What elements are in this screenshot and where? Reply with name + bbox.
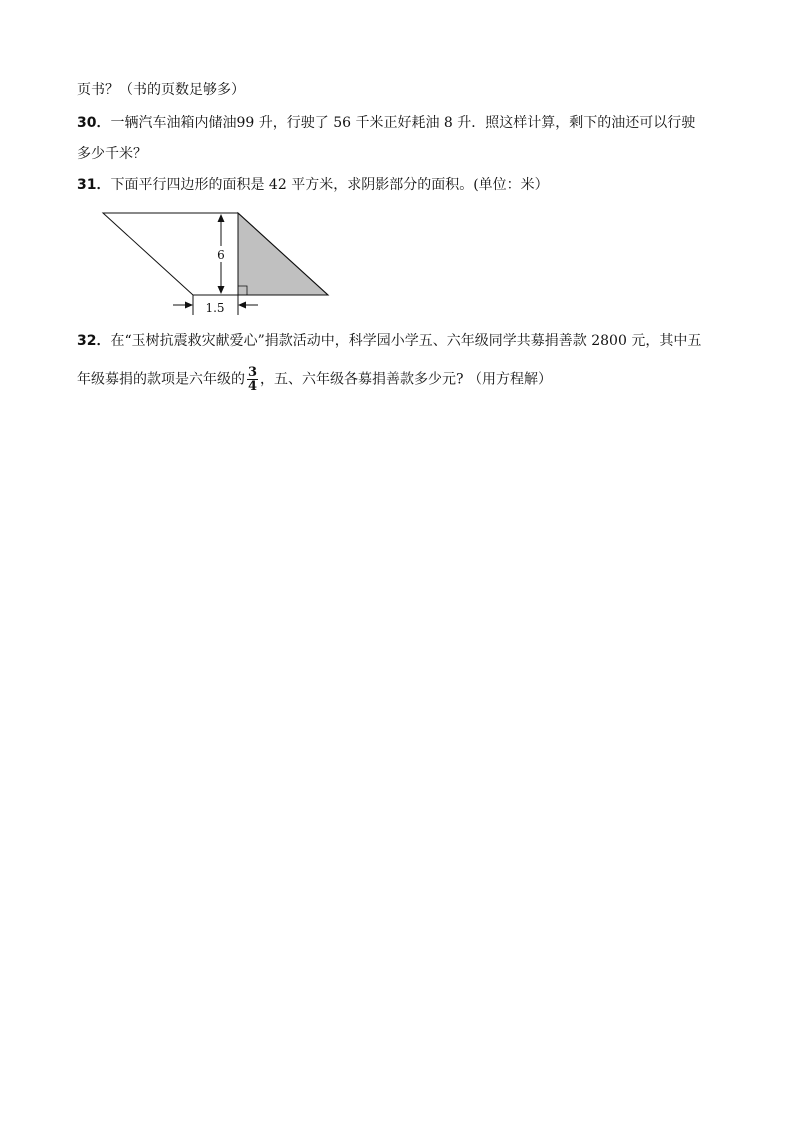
q29-tail-line (77, 80, 245, 100)
base-label: 1.5 (205, 301, 225, 315)
base-arrow-left-head (185, 302, 193, 309)
q30-line2 (77, 144, 147, 164)
q29-tail-text: 页书？（书的页数足够多） (77, 82, 245, 98)
height-arrow-bottom (218, 286, 225, 294)
q32-line2 (77, 366, 552, 393)
fraction-numerator: 3 (248, 365, 258, 380)
q30-number: 30． (77, 115, 111, 131)
q32-line1 (77, 331, 701, 351)
q30-line1 (77, 113, 695, 133)
q32-number: 32． (77, 333, 111, 349)
fraction-three-quarters (247, 366, 258, 393)
q32-text-line1: 在“玉树抗震救灾献爱心”捐款活动中，科学园小学五、六年级同学共募捐善款 2800 元，其中五 (110, 333, 702, 349)
q30-text-line1: 一辆汽车油箱内储油99 升，行驶了 56 千米正好耗油 8 升．照这样计算，剩下的油还可以行驶 (110, 115, 696, 131)
parallelogram-figure (95, 205, 335, 324)
q32-text-before-fraction: 年级募捐的款项是六年级的 (77, 371, 245, 388)
q32-text-after-fraction: ，五、六年级各募捐善款多少元? （用方程解） (260, 371, 553, 388)
q31-line (77, 175, 549, 195)
q31-text: 下面平行四边形的面积是 42 平方米，求阴影部分的面积。(单位：米） (110, 177, 549, 193)
base-arrow-right-head (238, 302, 246, 309)
height-arrow-top (218, 214, 225, 222)
fraction-denominator: 4 (248, 379, 258, 394)
q31-number: 31． (77, 177, 111, 193)
height-label: 6 (217, 248, 225, 262)
q30-text-line2: 多少千米？ (77, 146, 147, 162)
parallelogram-svg (95, 205, 335, 320)
